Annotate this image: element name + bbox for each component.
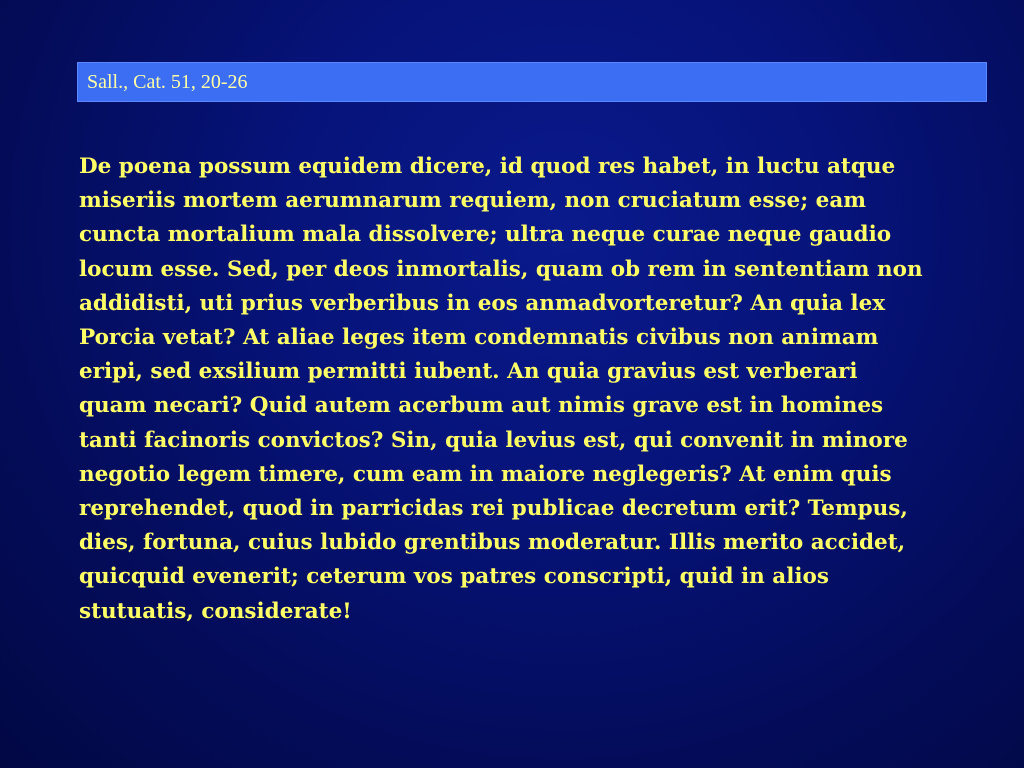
text-line: negotio legem timere, cum eam in maiore neglegeris? At enim quis bbox=[79, 461, 892, 487]
slide-title: Sall., Cat. 51, 20-26 bbox=[87, 71, 248, 93]
text-line: addidisti, uti prius verberibus in eos anmadvorteretur? An quia lex bbox=[79, 290, 886, 316]
title-bar bbox=[77, 62, 987, 102]
text-line: quam necari? Quid autem acerbum aut nimis grave est in homines bbox=[79, 393, 884, 419]
text-line: stutuatis, considerate! bbox=[79, 598, 352, 624]
text-line: dies, fortuna, cuius lubido grentibus moderatur. Illis merito accidet, bbox=[79, 530, 906, 556]
text-line: Porcia vetat? At aliae leges item condemnatis civibus non animam bbox=[79, 325, 879, 351]
text-line: tanti facinoris convictos? Sin, quia levius est, qui convenit in minore bbox=[79, 427, 908, 453]
text-line: cuncta mortalium mala dissolvere; ultra neque curae neque gaudio bbox=[79, 222, 892, 248]
text-line: miseriis mortem aerumnarum requiem, non cruciatum esse; eam bbox=[79, 188, 866, 214]
text-line: De poena possum equidem dicere, id quod res habet, in luctu atque bbox=[79, 154, 896, 179]
quotation-text bbox=[79, 150, 999, 629]
text-line: locum esse. Sed, per deos inmortalis, quam ob rem in sententiam non bbox=[79, 256, 923, 282]
text-line: quicquid evenerit; ceterum vos patres conscripti, quid in alios bbox=[79, 564, 829, 590]
text-line: eripi, sed exsilium permitti iubent. An quia gravius est verberari bbox=[79, 359, 858, 385]
text-line: reprehendet, quod in parricidas rei publicae decretum erit? Tempus, bbox=[79, 496, 908, 522]
